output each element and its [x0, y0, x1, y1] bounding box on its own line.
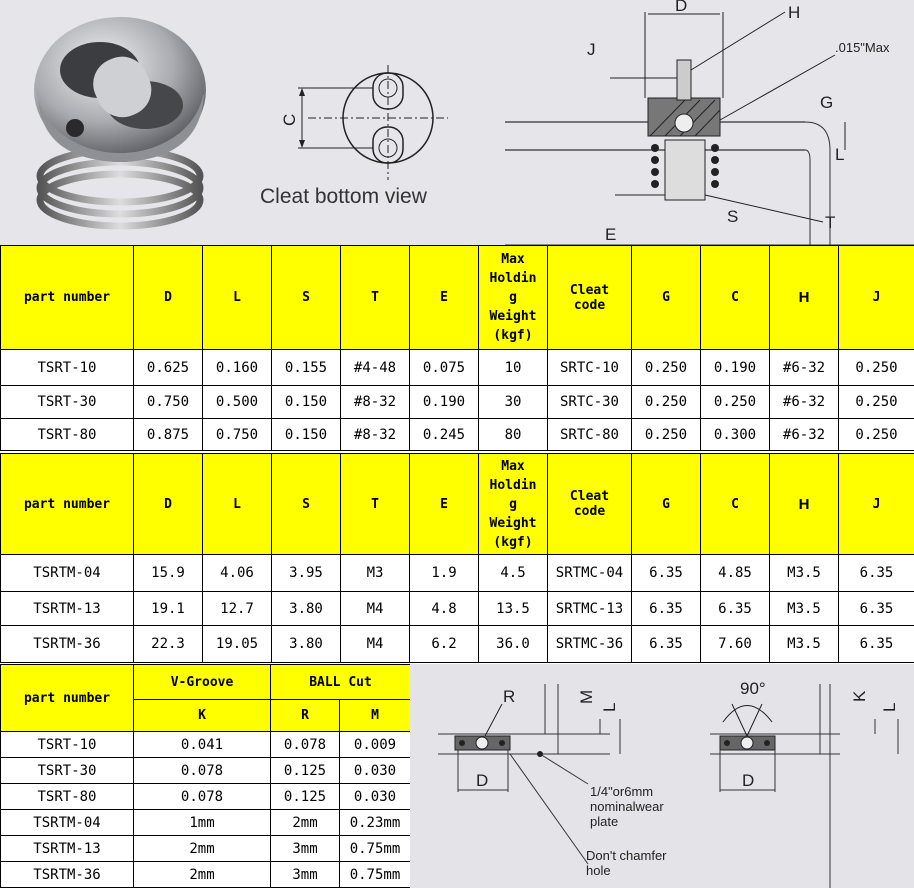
header-E: E [410, 454, 479, 555]
table-row [1, 758, 411, 784]
cell: 0.500 [203, 386, 272, 419]
cell: 4.8 [410, 592, 479, 626]
table-row [1, 386, 914, 419]
header-C: C [701, 454, 770, 555]
cell: 30 [479, 386, 548, 419]
dim-D-label: D [675, 0, 688, 15]
cell: 0.125 [271, 758, 340, 784]
cell: 0.250 [701, 386, 770, 419]
cell-part-number: TSRTM-36 [1, 626, 134, 663]
cell: 0.250 [632, 350, 701, 386]
product-photo [20, 0, 220, 240]
cell: 1mm [134, 810, 271, 836]
dim-J-label: J [587, 40, 596, 59]
header-C: C [701, 246, 770, 350]
table-row [1, 784, 411, 810]
dim-D2-label: D [742, 771, 755, 790]
cell-cleat-code: SRTMC-04 [548, 555, 632, 592]
cell: 0.625 [134, 350, 203, 386]
cell: 19.05 [203, 626, 272, 663]
cell: 3.80 [272, 592, 341, 626]
groove-detail-drawing [410, 664, 914, 888]
max-tolerance-label: .015"Max [835, 40, 890, 55]
cell: #6-32 [770, 350, 839, 386]
cell: 6.35 [632, 555, 701, 592]
cell: 6.2 [410, 626, 479, 663]
cell: 0.150 [272, 386, 341, 419]
cell-cleat-code: SRTMC-36 [548, 626, 632, 663]
table-row [1, 836, 411, 862]
table-row [1, 862, 411, 888]
cell: 0.075 [410, 350, 479, 386]
cell: 22.3 [134, 626, 203, 663]
cell-part-number: TSRT-30 [1, 758, 134, 784]
cell-cleat-code: SRTC-80 [548, 419, 632, 451]
cell: 80 [479, 419, 548, 451]
cell: 19.1 [134, 592, 203, 626]
cell: 3mm [271, 862, 340, 888]
cell: 6.35 [632, 592, 701, 626]
cell: 7.60 [701, 626, 770, 663]
header-S: S [272, 246, 341, 350]
cell: 6.35 [632, 626, 701, 663]
cell: 6.35 [839, 555, 914, 592]
header-T: T [341, 454, 410, 555]
header-L: L [203, 454, 272, 555]
header-part-number: part number [1, 665, 134, 732]
header-K: K [134, 700, 271, 732]
header-D: D [134, 246, 203, 350]
chamfer-note-line-1: Don't chamfer [586, 848, 667, 863]
cell: 0.250 [839, 419, 914, 451]
cell: 36.0 [479, 626, 548, 663]
cell: 0.190 [701, 350, 770, 386]
cell-part-number: TSRTM-13 [1, 592, 134, 626]
cell: 15.9 [134, 555, 203, 592]
header-L: L [203, 246, 272, 350]
cell-part-number: TSRT-80 [1, 784, 134, 810]
cell: 0.078 [134, 758, 271, 784]
cell: 0.300 [701, 419, 770, 451]
dim-L-label: L [835, 145, 845, 164]
header-S: S [272, 454, 341, 555]
cell: 0.250 [839, 350, 914, 386]
dim-T-label: T [825, 213, 836, 232]
cell: 0.75mm [340, 862, 411, 888]
cell: 0.030 [340, 758, 411, 784]
header-H: H [770, 246, 839, 350]
header-ball-cut: BALL Cut [271, 665, 411, 700]
groove-spec-table [0, 664, 411, 888]
header-max-weight: Max Holdin g Weight (kgf) [479, 454, 548, 555]
angle-label: 90° [740, 679, 766, 698]
imperial-spec-table [0, 245, 914, 451]
cell-part-number: TSRT-80 [1, 419, 134, 451]
header-part-number: part number [1, 246, 134, 350]
cell: M3 [341, 555, 410, 592]
header-H: H [770, 454, 839, 555]
dim-L-label: L [600, 702, 619, 712]
dim-C-label: C [280, 113, 299, 126]
cell: M3.5 [770, 555, 839, 592]
cell: M4 [341, 592, 410, 626]
cell: 0.155 [272, 350, 341, 386]
cell: #8-32 [341, 386, 410, 419]
dim-G-label: G [820, 93, 834, 112]
plate-note-line-1: 1/4"or6mm [590, 784, 654, 799]
dim-E-label: E [605, 225, 617, 244]
header-part-number: part number [1, 454, 134, 555]
cell: 0.750 [134, 386, 203, 419]
cell: 13.5 [479, 592, 548, 626]
chamfer-note-line-2: hole [586, 863, 611, 878]
cell: M3.5 [770, 626, 839, 663]
cell: 0.125 [271, 784, 340, 810]
cell-cleat-code: SRTMC-13 [548, 592, 632, 626]
cell: 0.160 [203, 350, 272, 386]
table-row [1, 555, 914, 592]
cell-part-number: TSRT-10 [1, 350, 134, 386]
cross-section-drawing [505, 0, 914, 245]
cell-cleat-code: SRTC-30 [548, 386, 632, 419]
dim-K-label: K [850, 690, 869, 702]
dim-R-label: R [503, 687, 516, 706]
cell: 3mm [271, 836, 340, 862]
cell: 6.35 [839, 626, 914, 663]
cell: 4.5 [479, 555, 548, 592]
cell: #8-32 [341, 419, 410, 451]
cell: 6.35 [701, 592, 770, 626]
dim-L2-label: L [880, 702, 899, 712]
cell: 3.95 [272, 555, 341, 592]
cell-part-number: TSRTM-04 [1, 810, 134, 836]
cell: 10 [479, 350, 548, 386]
cell: 0.250 [839, 386, 914, 419]
dim-D-label: D [476, 771, 489, 790]
cell: 6.35 [839, 592, 914, 626]
plate-note-line-2: nominalwear [590, 799, 664, 814]
table-row [1, 732, 411, 758]
cell: 3.80 [272, 626, 341, 663]
cell-part-number: TSRTM-04 [1, 555, 134, 592]
cell: 0.041 [134, 732, 271, 758]
cell-cleat-code: SRTC-10 [548, 350, 632, 386]
header-v-groove: V-Groove [134, 665, 271, 700]
cell: M4 [341, 626, 410, 663]
header-E: E [410, 246, 479, 350]
cell: #6-32 [770, 386, 839, 419]
header-T: T [341, 246, 410, 350]
cell: 0.009 [340, 732, 411, 758]
cell-part-number: TSRT-10 [1, 732, 134, 758]
dim-S-label: S [727, 207, 739, 226]
header-D: D [134, 454, 203, 555]
cell: 4.06 [203, 555, 272, 592]
header-max-weight: Max Holdin g Weight (kgf) [479, 246, 548, 350]
cell: 0.030 [340, 784, 411, 810]
table-row [1, 810, 411, 836]
imperial-header-row [1, 246, 914, 350]
cell-part-number: TSRT-30 [1, 386, 134, 419]
cell: 2mm [134, 836, 271, 862]
cell: 4.85 [701, 555, 770, 592]
cell: #4-48 [341, 350, 410, 386]
cell: 12.7 [203, 592, 272, 626]
header-G: G [632, 246, 701, 350]
cell: 0.078 [271, 732, 340, 758]
cell: #6-32 [770, 419, 839, 451]
metric-header-row [1, 454, 914, 555]
cell: 0.245 [410, 419, 479, 451]
dim-H-label: H [788, 3, 801, 22]
table-row [1, 626, 914, 663]
header-cleat-code: Cleat code [548, 246, 632, 350]
cell: 0.190 [410, 386, 479, 419]
cell: 0.250 [632, 386, 701, 419]
header-J: J [839, 454, 914, 555]
header-M: M [340, 700, 411, 732]
bottom-figure-panel [410, 664, 914, 888]
groove-header-row-1 [1, 665, 411, 700]
cell: 1.9 [410, 555, 479, 592]
cleat-bottom-view-drawing [278, 55, 458, 195]
cell: 0.250 [632, 419, 701, 451]
cell: 0.23mm [340, 810, 411, 836]
dim-M-label: M [577, 689, 596, 704]
cell: 0.078 [134, 784, 271, 810]
table-row [1, 592, 914, 626]
cell-part-number: TSRTM-36 [1, 862, 134, 888]
cell: 0.75mm [340, 836, 411, 862]
header-R: R [271, 700, 340, 732]
header-cleat-code: Cleat code [548, 454, 632, 555]
cell: 2mm [271, 810, 340, 836]
cell-part-number: TSRTM-13 [1, 836, 134, 862]
cell: 0.875 [134, 419, 203, 451]
table-row [1, 419, 914, 451]
cleat-bottom-view-label: Cleat bottom view [260, 185, 427, 208]
top-figure-panel [0, 0, 914, 245]
metric-spec-table [0, 453, 914, 663]
cell: 0.750 [203, 419, 272, 451]
cell: 2mm [134, 862, 271, 888]
plate-note-line-3: plate [590, 814, 619, 829]
table-row [1, 350, 914, 386]
header-J: J [839, 246, 914, 350]
cell: 0.150 [272, 419, 341, 451]
cell: M3.5 [770, 592, 839, 626]
header-G: G [632, 454, 701, 555]
